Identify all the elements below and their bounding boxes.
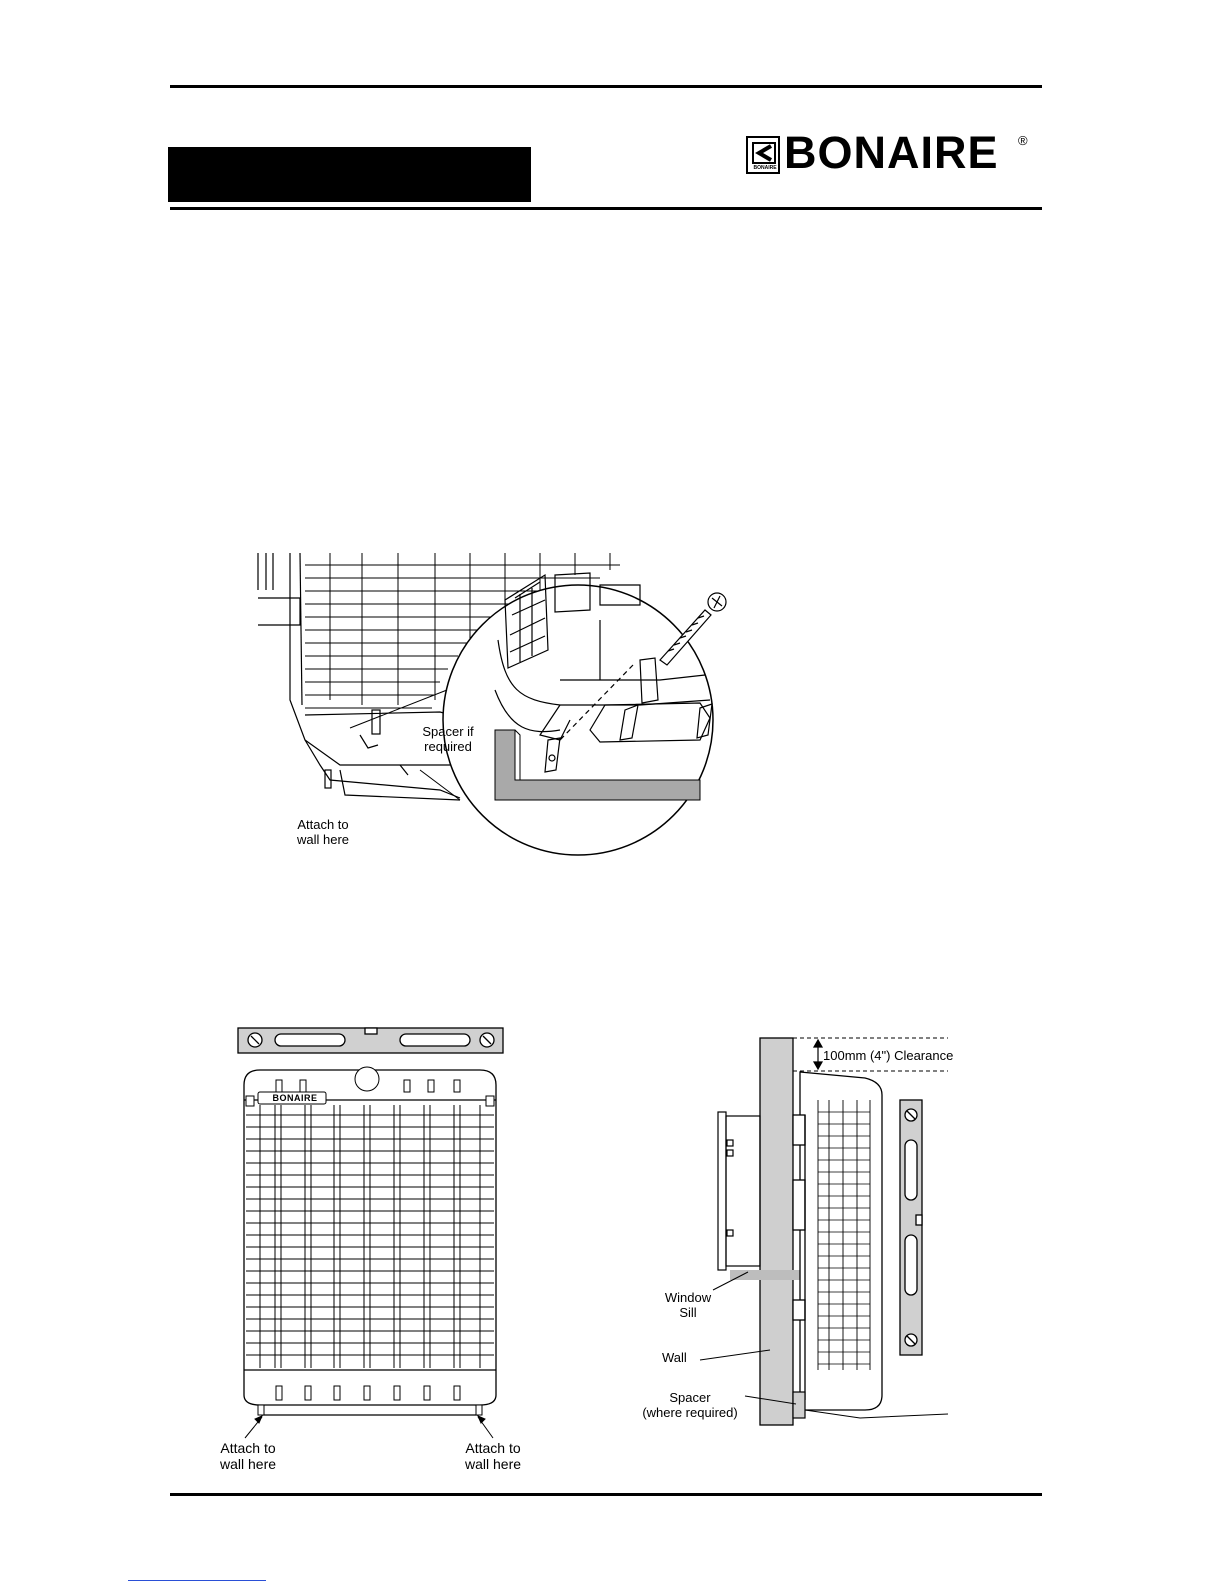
spacer-side-label <box>630 1390 750 1420</box>
footer-link-underline[interactable] <box>128 1580 266 1581</box>
attach-right-line1: Attach to <box>465 1440 521 1456</box>
footer-rule <box>170 1493 1042 1496</box>
clearance-label: 100mm (4") Clearance <box>823 1048 954 1063</box>
spacer-label-line2: required <box>424 739 472 754</box>
window-sill-line2: Sill <box>679 1305 697 1320</box>
attach-left-line2: wall here <box>219 1456 277 1472</box>
attach-label-line1: Attach to <box>297 817 349 832</box>
brand-logo-small-text: BONAIRE <box>753 165 777 171</box>
front-unit-logo: BONAIRE <box>272 1093 318 1103</box>
spirit-level-vertical <box>900 1100 922 1355</box>
spacer-side-line1: Spacer <box>669 1390 711 1405</box>
wall-section <box>760 1038 793 1425</box>
attach-left-line1: Attach to <box>220 1440 276 1456</box>
wall-label: Wall <box>662 1350 687 1365</box>
brand-wordmark: BONAIRE <box>784 127 999 178</box>
window-sill-line1: Window <box>664 1290 712 1305</box>
registered-mark: ® <box>1018 133 1028 148</box>
spacer-side-line2: (where required) <box>642 1405 738 1420</box>
spacer-label-line1: Spacer if <box>422 724 474 739</box>
attach-label-line2: wall here <box>296 832 350 847</box>
attach-right-line2: wall here <box>464 1456 522 1472</box>
window-sill-label <box>658 1290 718 1320</box>
